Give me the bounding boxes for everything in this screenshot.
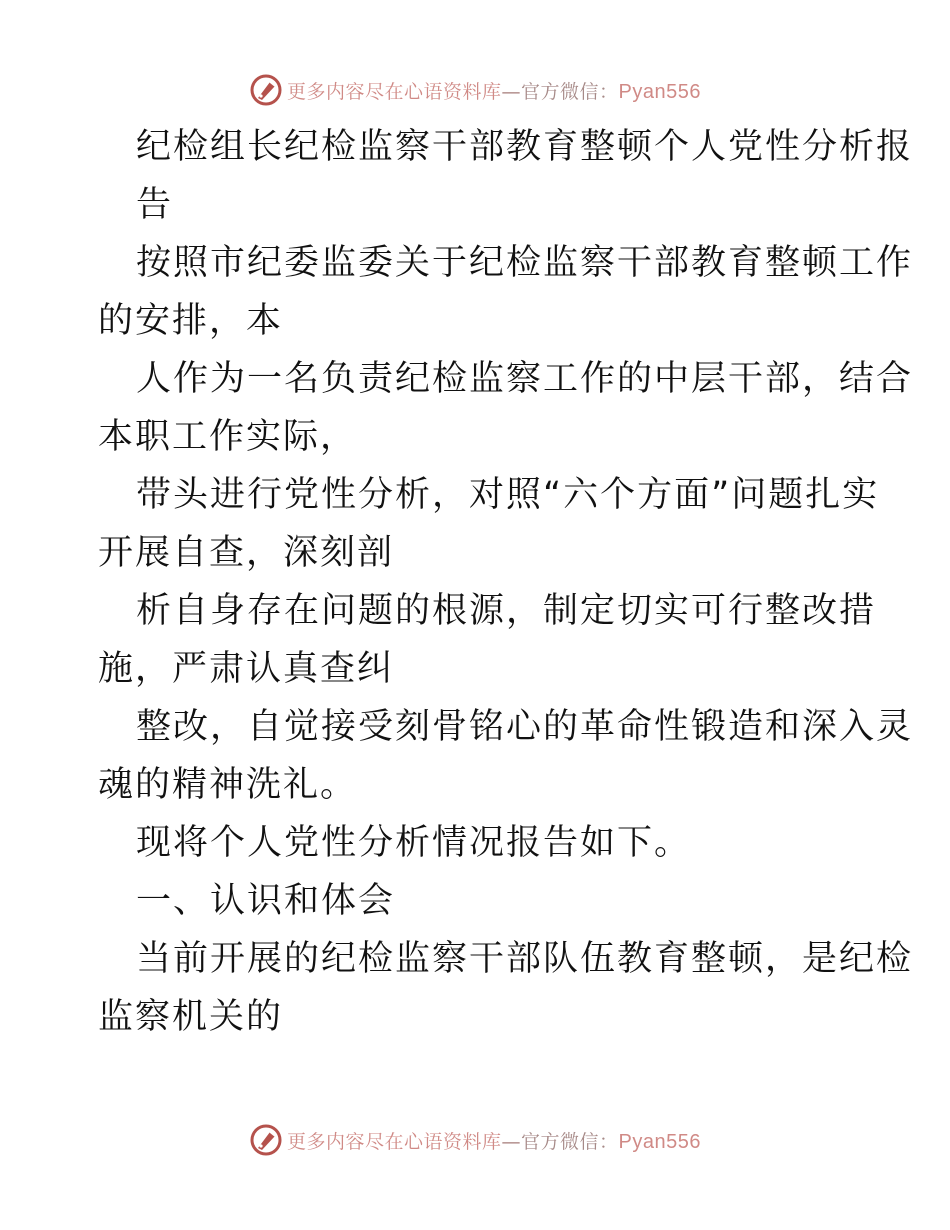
doc-line: 当前开展的纪检监察干部队伍教育整顿，是纪检 xyxy=(136,939,914,979)
doc-line: 告 xyxy=(136,185,174,225)
doc-line: 魂的精神洗礼。 xyxy=(98,765,358,805)
doc-line: 开展自查，深刻剖 xyxy=(98,533,395,573)
doc-line: 的安排，本 xyxy=(98,301,284,341)
document-body xyxy=(98,118,914,1046)
doc-line: 析自身存在问题的根源，制定切实可行整改措 xyxy=(136,591,877,631)
watermark-wechat-label: 官方微信： xyxy=(521,80,619,103)
watermark-dash: — xyxy=(501,1130,522,1153)
pen-nib-circle-icon xyxy=(249,1123,283,1157)
doc-line: 监察机关的 xyxy=(98,997,284,1037)
watermark-text xyxy=(287,77,701,104)
pen-nib-circle-icon xyxy=(249,73,283,107)
doc-line: 带头进行党性分析，对照“六个方面”问题扎实 xyxy=(136,475,880,515)
watermark-dash: — xyxy=(501,80,522,103)
doc-line: 按照市纪委监委关于纪检监察干部教育整顿工作 xyxy=(136,243,914,283)
doc-line: 现将个人党性分析情况报告如下。 xyxy=(136,823,692,863)
watermark-header xyxy=(0,70,950,110)
doc-line: 纪检组长纪检监察干部教育整顿个人党性分析报 xyxy=(136,127,914,167)
doc-line: 本职工作实际， xyxy=(98,417,358,457)
watermark-wechat-id: Pyan556 xyxy=(618,80,701,103)
watermark-wechat-id: Pyan556 xyxy=(618,1130,701,1153)
watermark-main: 更多内容尽在心语资料库 xyxy=(287,1130,502,1153)
watermark-main: 更多内容尽在心语资料库 xyxy=(287,80,502,103)
doc-line: 人作为一名负责纪检监察工作的中层干部，结合 xyxy=(136,359,914,399)
watermark-wechat-label: 官方微信： xyxy=(521,1130,619,1153)
doc-line: 整改，自觉接受刻骨铭心的革命性锻造和深入灵 xyxy=(136,707,914,747)
watermark-footer xyxy=(0,1120,950,1160)
doc-line: 施，严肃认真查纠 xyxy=(98,649,395,689)
watermark-text xyxy=(287,1127,701,1154)
section-heading: 一、认识和体会 xyxy=(136,881,396,921)
